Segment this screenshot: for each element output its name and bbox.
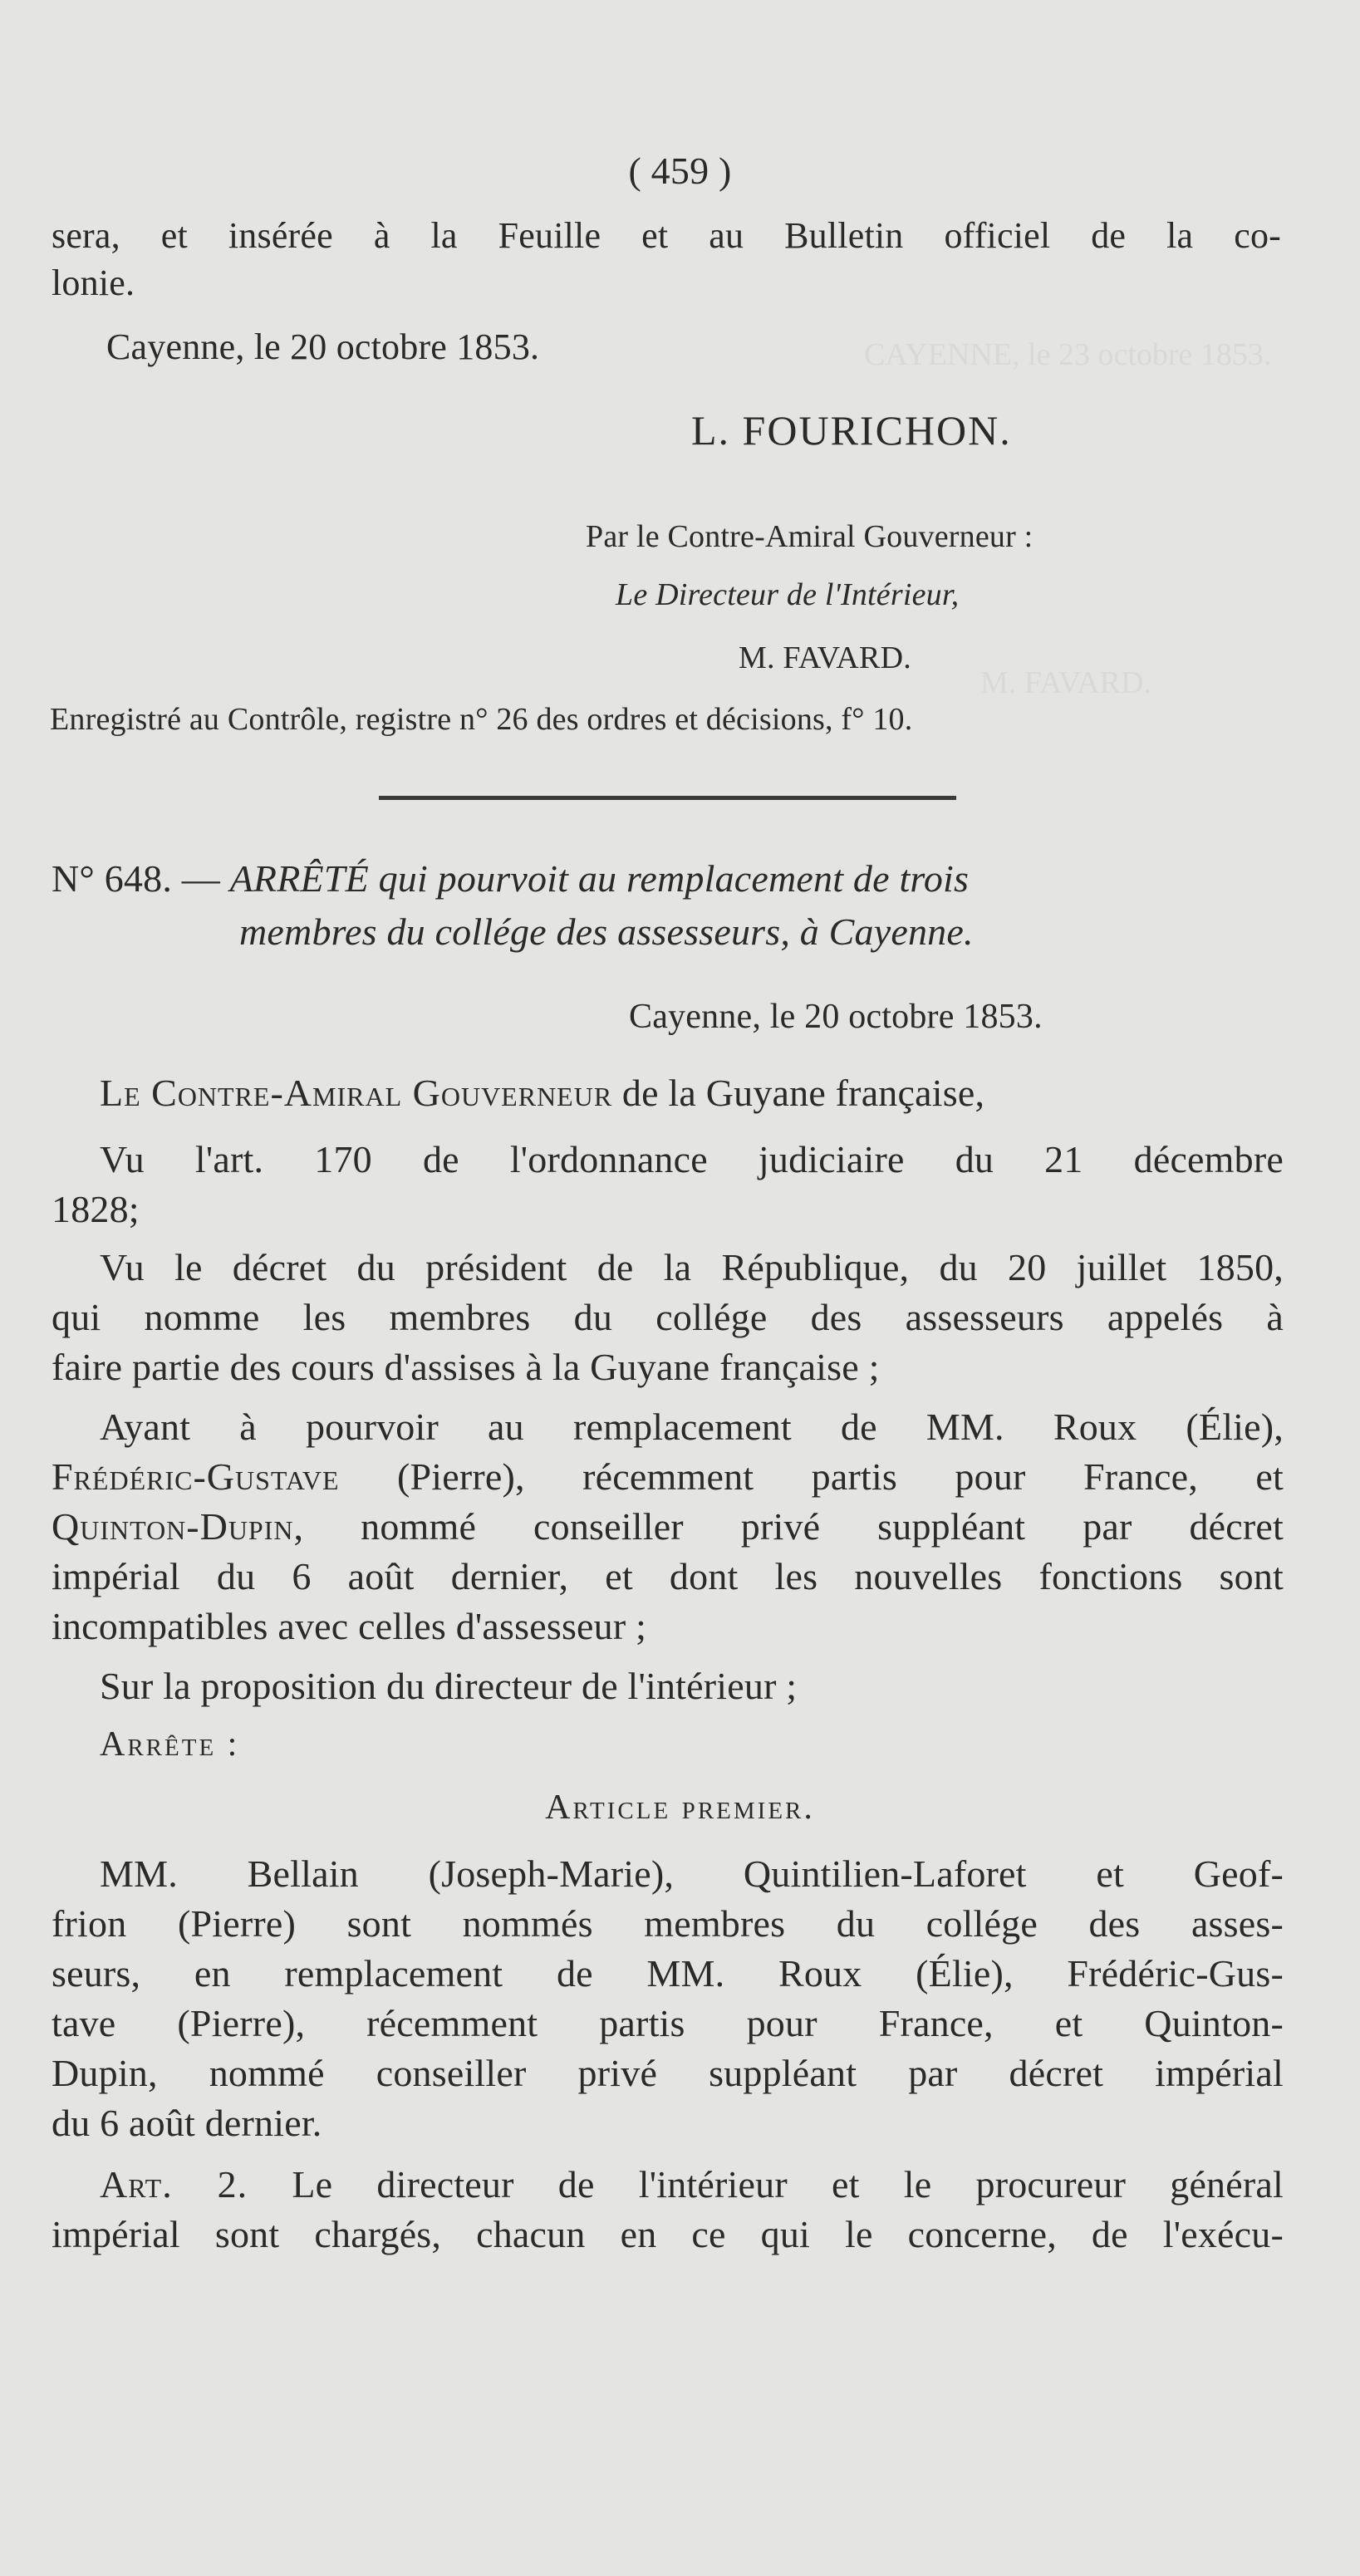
ayant-line-3: Quinton-Dupin, nommé conseiller privé suppléant par décret bbox=[52, 1505, 1284, 1548]
decree-heading-line-1 bbox=[52, 857, 969, 900]
arrete-label: Arrête : bbox=[100, 1725, 240, 1764]
vu2-line-1: Vu le décret du président de la République, du 20 juillet 1850, bbox=[100, 1246, 1284, 1288]
bleed-through: M. FAVARD. bbox=[980, 665, 1151, 700]
art2-label: Art. 2. bbox=[100, 2163, 248, 2206]
previous-date-line: Cayenne, le 20 octobre 1853. bbox=[106, 326, 540, 367]
art2-line-2: impérial sont chargés, chacun en ce qui le concerne, de l'exécu- bbox=[52, 2213, 1284, 2255]
previous-director-title: Le Directeur de l'Intérieur, bbox=[616, 577, 960, 612]
ayant-line-1: Ayant à pourvoir au remplacement de MM. Roux (Élie), bbox=[100, 1406, 1284, 1448]
vu2-line-2: qui nomme les membres du collége des assesseurs appelés à bbox=[52, 1296, 1284, 1338]
page-number: ( 459 ) bbox=[628, 150, 732, 192]
decree-date-line: Cayenne, le 20 octobre 1853. bbox=[629, 998, 1043, 1036]
bleed-through: CAYENNE, le 23 octobre 1853. bbox=[864, 337, 1272, 372]
art1-line-6: du 6 août dernier. bbox=[52, 2102, 322, 2144]
art1-line-3: seurs, en remplacement de MM. Roux (Élie), Frédéric-Gus- bbox=[52, 1952, 1284, 1995]
decree-number: N° 648. — bbox=[52, 857, 220, 900]
section-divider bbox=[379, 796, 956, 800]
authority-title: Le Contre-Amiral Gouverneur bbox=[100, 1072, 613, 1114]
art1-line-1: MM. Bellain (Joseph-Marie), Quintilien-Laforet et Geof- bbox=[100, 1852, 1284, 1895]
vu1-line-2: 1828; bbox=[52, 1188, 140, 1230]
art1-line-5: Dupin, nommé conseiller privé suppléant par décret impérial bbox=[52, 2052, 1284, 2094]
previous-director-name: M. FAVARD. bbox=[739, 640, 911, 675]
continuation-line-1: sera, et insérée à la Feuille et au Bulletin officiel de la co- bbox=[52, 215, 1281, 256]
continuation-line-2: lonie. bbox=[52, 263, 135, 303]
previous-signature: L. FOURICHON. bbox=[691, 407, 1012, 454]
article-premier-heading: Article premier. bbox=[545, 1788, 815, 1827]
art2-line-1: Art. 2. Le directeur de l'intérieur et le procureur général bbox=[100, 2163, 1284, 2206]
name-frederic-gustave: Frédéric-Gustave bbox=[52, 1455, 340, 1498]
vu1-line-1: Vu l'art. 170 de l'ordonnance judiciaire du 21 décembre bbox=[100, 1138, 1284, 1180]
ayant-line-5: incompatibles avec celles d'assesseur ; bbox=[52, 1605, 647, 1647]
previous-registration: Enregistré au Contrôle, registre n° 26 des ordres et décisions, f° 10. bbox=[50, 702, 913, 737]
decree-title-2: membres du collége des assesseurs, à Cayenne. bbox=[239, 910, 974, 953]
decree-title-1: ARRÊTÉ qui pourvoit au remplacement de trois bbox=[229, 857, 970, 900]
authority-line bbox=[100, 1072, 984, 1115]
proposition-line: Sur la proposition du directeur de l'intérieur ; bbox=[100, 1665, 798, 1707]
ayant-line-2: Frédéric-Gustave (Pierre), récemment partis pour France, et bbox=[52, 1455, 1284, 1498]
authority-rest: de la Guyane française, bbox=[621, 1072, 985, 1114]
previous-by-line: Par le Contre-Amiral Gouverneur : bbox=[586, 519, 1034, 554]
art1-line-4: tave (Pierre), récemment partis pour France, et Quinton- bbox=[52, 2002, 1284, 2044]
art1-line-2: frion (Pierre) sont nommés membres du collége des asses- bbox=[52, 1902, 1284, 1945]
ayant-line-4: impérial du 6 août dernier, et dont les nouvelles fonctions sont bbox=[52, 1555, 1284, 1597]
name-quinton-dupin: Quinton-Dupin bbox=[52, 1505, 294, 1548]
vu2-line-3: faire partie des cours d'assises à la Guyane française ; bbox=[52, 1346, 880, 1388]
